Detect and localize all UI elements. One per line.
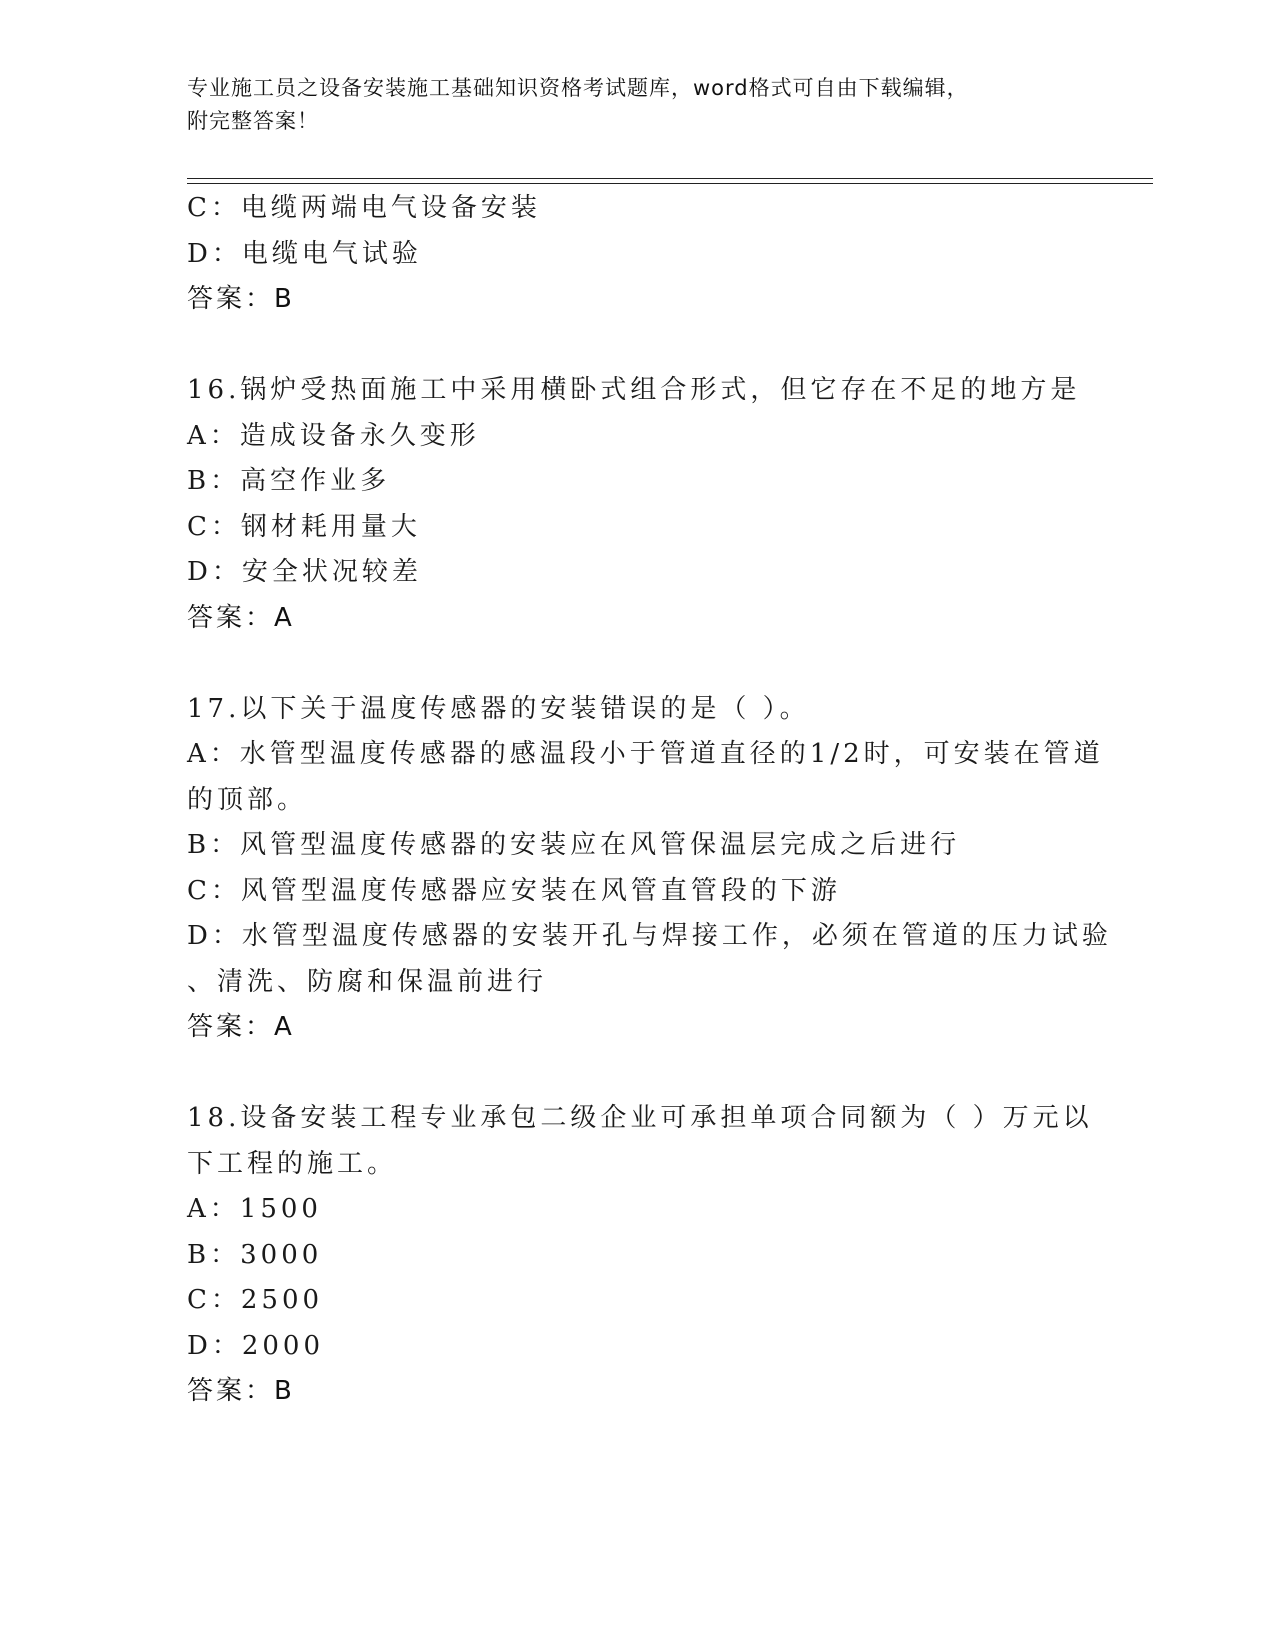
header-title-line: 专业施工员之设备安装施工基础知识资格考试题库，word格式可自由下载编辑， bbox=[187, 76, 969, 100]
question-stem: 16.锅炉受热面施工中采用横卧式组合形式，但它存在不足的地方是 bbox=[187, 375, 1081, 405]
answer-line: 答案：B bbox=[187, 1376, 295, 1406]
question-18 bbox=[187, 1096, 1093, 1415]
answer-line: 答案：B bbox=[187, 284, 295, 314]
question-stem-continued: 下工程的施工。 bbox=[187, 1148, 398, 1179]
spacer bbox=[187, 323, 1087, 369]
option-a: A：水管型温度传感器的感温段小于管道直径的1/2时，可安装在管道 bbox=[187, 739, 1104, 769]
answer-line: 答案：A bbox=[187, 602, 295, 633]
option-c: C：电缆两端电气设备安装 bbox=[187, 193, 541, 223]
answer-line: 答案：A bbox=[187, 1012, 295, 1042]
option-d-continued: 、清洗、防腐和保温前进行 bbox=[187, 966, 548, 997]
question-stem: 18.设备安装工程专业承包二级企业可承担单项合同额为（ ）万元以 bbox=[187, 1103, 1093, 1133]
spacer bbox=[187, 1051, 1087, 1097]
option-d: D：安全状况较差 bbox=[187, 557, 422, 587]
option-d: D：电缆电气试验 bbox=[187, 238, 422, 269]
header-title-line-2: 附完整答案！ bbox=[187, 109, 319, 133]
option-a: A：1500 bbox=[187, 1194, 322, 1224]
question-stem: 17.以下关于温度传感器的安装错误的是（ ）。 bbox=[187, 693, 810, 724]
option-d: D：2000 bbox=[187, 1330, 325, 1361]
question-17 bbox=[187, 687, 1112, 1051]
header-divider bbox=[187, 178, 1153, 184]
option-b: B：风管型温度传感器的安装应在风管保温层完成之后进行 bbox=[187, 830, 961, 860]
option-b: B：3000 bbox=[187, 1239, 323, 1270]
option-c: C：2500 bbox=[187, 1285, 324, 1315]
document-header bbox=[187, 72, 1057, 138]
option-b: B：高空作业多 bbox=[187, 466, 391, 496]
option-c: C：风管型温度传感器应安装在风管直管段的下游 bbox=[187, 875, 841, 906]
option-c: C：钢材耗用量大 bbox=[187, 511, 421, 542]
question-16 bbox=[187, 368, 1087, 641]
option-d: D：水管型温度传感器的安装开孔与焊接工作，必须在管道的压力试验 bbox=[187, 921, 1112, 951]
option-a: A：造成设备永久变形 bbox=[187, 420, 480, 451]
prev-question bbox=[187, 186, 1087, 323]
spacer bbox=[187, 641, 1087, 687]
question-list bbox=[187, 186, 1112, 1415]
option-a-continued: 的顶部。 bbox=[187, 784, 308, 815]
